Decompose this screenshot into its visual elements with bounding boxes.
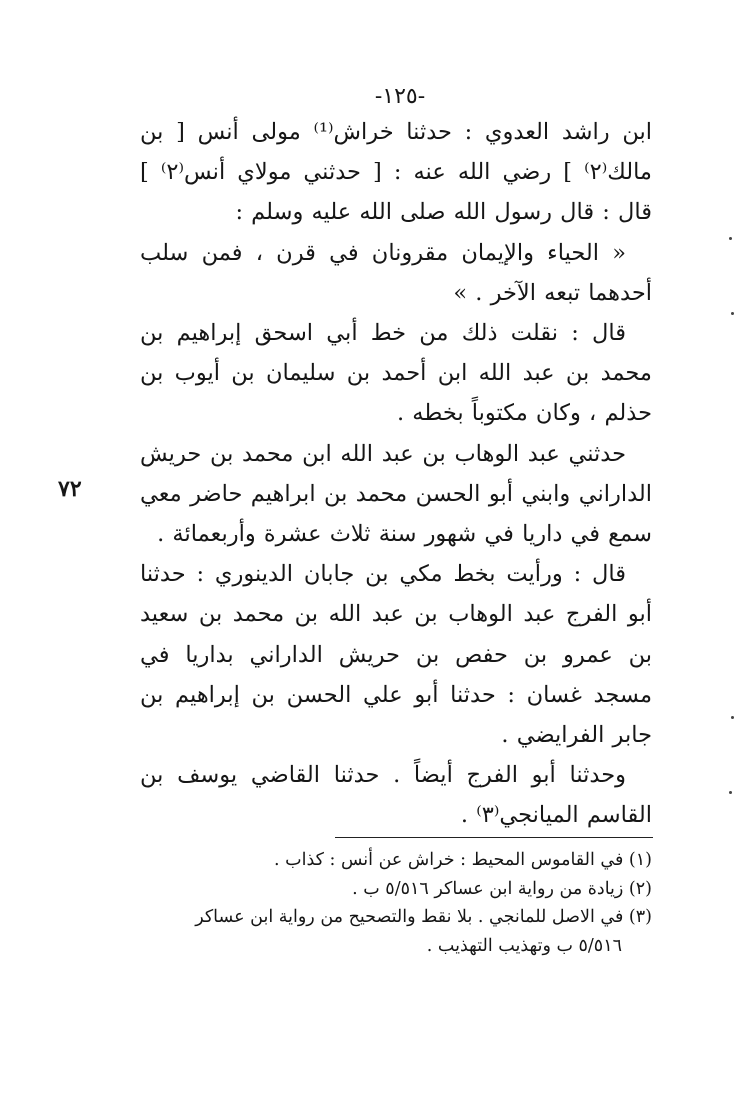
footnote-1: (١) في القاموس المحيط : خراش عن أنس : كذاب . bbox=[273, 850, 652, 870]
paragraph-5: قال : ورأيت بخط مكي بن جابان الدينوري : حدثنا أبو الفرج عبد الوهاب بن عبد الله بن محمد بن سعيد بن عمرو بن حفص بن حريش الداراني بداريا في مسجد غسان : حدثنا أبو علي الحسن بن إبراهيم بن جابر الفرايضي . bbox=[140, 561, 652, 749]
scan-speck bbox=[729, 791, 732, 794]
paragraph-4: حدثني عبد الوهاب بن عبد الله ابن محمد بن حريش الداراني وابني أبو الحسن محمد بن ابراهيم حاضر معي سمع في داريا في شهور سنة ثلاث عشرة وأربعمائة . bbox=[140, 440, 652, 548]
paragraph-6: وحدثنا أبو الفرج أيضاً . حدثنا القاضي يوسف بن القاسم الميانجي⁽٣⁾ . bbox=[140, 762, 652, 829]
paragraph-1: ابن راشد العدوي : حدثنا خراش⁽¹⁾ مولى أنس [ بن مالك⁽٢⁾ ] رضي الله عنه : [ حدثني مولاي أنس⁽٢⁾ ] قال : قال رسول الله صلى الله عليه وسلم : bbox=[140, 119, 652, 226]
paragraph-2: « الحياء والإيمان مقرونان في قرن ، فمن سلب أحدهما تبعه الآخر . » bbox=[140, 239, 652, 306]
scan-speck bbox=[731, 312, 734, 315]
margin-number: ٧٢ bbox=[58, 476, 82, 502]
scan-speck bbox=[731, 716, 734, 719]
main-text bbox=[140, 112, 652, 836]
footnote-3: (٣) في الاصل للمانجي . بلا نقط والتصحيح من رواية ابن عساكر bbox=[195, 907, 652, 927]
scan-speck bbox=[729, 237, 732, 240]
footnote-divider bbox=[335, 837, 653, 838]
footnote-2: (٢) زيادة من رواية ابن عساكر ٥/٥١٦ ب . bbox=[352, 878, 652, 899]
page-number: -١٢٥- bbox=[374, 84, 426, 109]
paragraph-3: قال : نقلت ذلك من خط أبي اسحق إبراهيم بن محمد بن عبد الله ابن أحمد بن سليمان بن أيوب بن حذلم ، وكان مكتوباً بخطه . bbox=[140, 320, 652, 427]
footnotes bbox=[140, 846, 652, 960]
footnote-3-continuation: ٥/٥١٦ ب وتهذيب التهذيب . bbox=[426, 935, 622, 956]
